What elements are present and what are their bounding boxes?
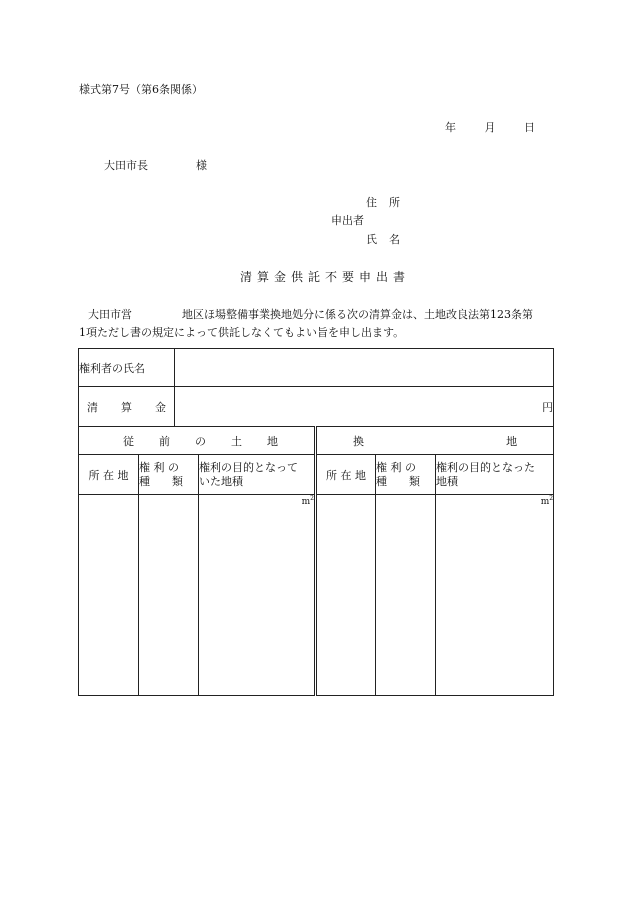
area-unit-former: $m^2$: [301, 495, 314, 507]
col-right-type-new: 権 利 の 種 類: [376, 455, 436, 495]
replotted-land-header: 換 地: [316, 427, 554, 455]
document-title: 清算金供託不要申出書: [240, 270, 411, 284]
area-former-cell[interactable]: [199, 495, 316, 696]
addressee-honorific: 様: [196, 159, 207, 172]
settlement-value[interactable]: [175, 387, 554, 427]
name-label: 氏 名: [366, 233, 400, 246]
applicant-label: 申出者: [331, 214, 364, 227]
day-label: 日: [524, 121, 535, 134]
form-number: 様式第7号（第6条関係）: [79, 83, 203, 96]
address-label: 住 所: [366, 196, 400, 209]
date-line: [445, 119, 535, 135]
col-right-type-former: 権 利 の 種 類: [139, 455, 199, 495]
right-type-former-cell[interactable]: [139, 495, 199, 696]
location-new-cell[interactable]: [316, 495, 376, 696]
col-location-new: 所 在 地: [316, 455, 376, 495]
rights-holder-value[interactable]: [175, 349, 554, 387]
year-label: 年: [445, 121, 456, 134]
col-area-new: 権利の目的となった 地積: [436, 455, 554, 495]
settlement-table: [78, 348, 554, 696]
area-new-cell[interactable]: [436, 495, 554, 696]
month-label: 月: [484, 121, 496, 134]
col-location-former: 所 在 地: [79, 455, 139, 495]
col-area-former: 権利の目的となって いた地積: [199, 455, 316, 495]
former-land-header: 従 前 の 土 地: [79, 427, 316, 455]
yen-unit: 円: [542, 400, 554, 414]
right-type-new-cell[interactable]: [376, 495, 436, 696]
addressee-name: 大田市長: [104, 159, 148, 172]
body-text-2: 1項ただし書の規定によって供託しなくてもよい旨を申し出ます。: [79, 326, 405, 339]
settlement-label: 清 算 金: [79, 387, 175, 427]
location-former-cell[interactable]: [79, 495, 139, 696]
area-unit-new: $m^2$: [540, 495, 554, 507]
rights-holder-label: 権利者の氏名: [79, 349, 175, 387]
body-text-1b: 地区ほ場整備事業換地処分に係る次の清算金は、土地改良法第123条第: [182, 308, 533, 321]
body-text-1a: 大田市営: [88, 308, 132, 321]
